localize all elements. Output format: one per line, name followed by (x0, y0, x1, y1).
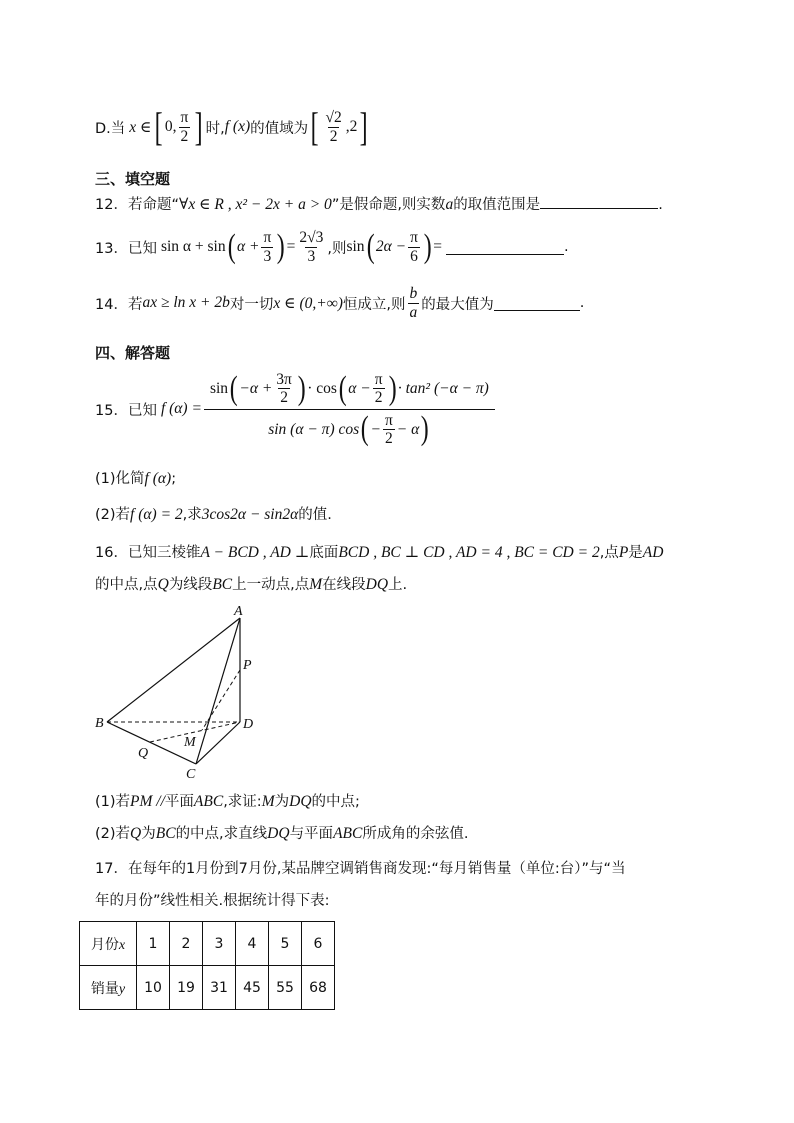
row-header-sales (80, 966, 137, 1010)
q11-bracket2-open: [ (310, 104, 319, 149)
q15-paren-b-close: ) (388, 369, 397, 407)
q16-l2h: DQ (365, 576, 389, 593)
q13-end: . (564, 239, 569, 255)
table-row (80, 922, 335, 966)
q11-bracket-close: ] (194, 104, 203, 149)
q14-domain: x ∈ (0,+∞) (273, 294, 343, 312)
month-cell: 5 (269, 922, 302, 966)
q13 (95, 225, 569, 269)
q15-pi-over-2 (373, 371, 385, 406)
q14-b: b (409, 285, 418, 303)
q13-paren-close: ) (276, 228, 285, 265)
q13-sin: sin (346, 238, 365, 255)
q15-part1-end: ; (171, 471, 177, 487)
q13-pi-b: π (410, 229, 418, 247)
label-m: M (184, 735, 196, 750)
edge-ab (107, 618, 240, 722)
q13-2sqrt3-over-3 (297, 229, 325, 264)
q11-label: D.当 (95, 120, 126, 137)
q16-p1f: M (261, 793, 275, 810)
q17-line1 (95, 857, 626, 878)
month-cell: 3 (203, 922, 236, 966)
q12-text2: ”是假命题,则实数 (331, 197, 446, 213)
q11-fx: f (x) (224, 118, 251, 135)
q14-text3: 恒成立,则 (342, 296, 406, 313)
label-b: B (95, 716, 104, 731)
q13-pi-over-6 (408, 229, 420, 264)
sales-var: y (118, 981, 126, 997)
q15-numerator (206, 371, 493, 408)
q12-answer-blank[interactable] (540, 208, 658, 209)
q13-two-alpha: 2α − (375, 238, 407, 255)
label-c: C (186, 767, 196, 782)
q14-b-over-a (408, 285, 420, 320)
q15-num-arg: −α + (239, 380, 273, 398)
q15-number: 15． (95, 402, 128, 419)
q13-text1: 已知 (127, 240, 157, 257)
q13-three-b: 3 (307, 247, 316, 265)
month-cell: 2 (170, 922, 203, 966)
q15-num-cos: · cos (307, 380, 337, 398)
q13-sin-alpha: sin α + sin (160, 238, 226, 255)
q13-eq2: = (433, 238, 443, 255)
q15-two-b: 2 (374, 389, 383, 407)
q15-part2 (95, 503, 332, 524)
q16-l1h: AD (642, 544, 664, 561)
tetrahedron-figure (90, 600, 270, 785)
q16-l2i: 上. (388, 577, 408, 593)
q15 (95, 366, 495, 452)
q16-p1i: 的中点; (311, 794, 360, 810)
q15-part2-end: 的值. (298, 507, 332, 523)
q15-paren-a-open: ( (229, 369, 238, 407)
q16-part1 (95, 790, 360, 811)
q16-p2f: DQ (267, 825, 290, 842)
q13-pi: π (263, 229, 272, 247)
q15-paren-b-open: ( (338, 369, 347, 407)
label-d: D (243, 717, 254, 732)
q16-p1h: DQ (289, 793, 312, 810)
q16-p2i: 所成角的余弦值. (362, 826, 469, 842)
q16-l2g: 在线段 (322, 577, 366, 593)
q16-l1d: BCD , BC ⊥ CD , AD = 4 , BC = CD = 2 (338, 544, 600, 561)
q11-bracket-open: [ (154, 104, 163, 149)
q15-two: 2 (280, 389, 288, 407)
q15-pi-c: π (384, 411, 393, 429)
q17-number: 17． (95, 861, 128, 877)
month-cell: 6 (302, 922, 335, 966)
q15-paren-a-close: ) (297, 369, 306, 407)
q15-part2-f: f (α) = 2 (130, 506, 183, 523)
q16-l2e: 上一动点,点 (232, 577, 310, 593)
month-cell: 1 (137, 922, 170, 966)
q11-sqrt2-over-2 (323, 109, 343, 144)
label-q: Q (138, 746, 149, 761)
q11-x-in: x ∈ (129, 118, 152, 136)
q13-number: 13． (95, 240, 128, 257)
sales-cell: 19 (170, 966, 203, 1010)
q16-l1c: 底面 (309, 545, 339, 561)
q16-l1e: ,点 (599, 545, 619, 561)
q13-pi-over-3 (261, 229, 273, 264)
label-p: P (243, 658, 252, 673)
q15-text1: 已知 (127, 402, 157, 419)
q13-three: 3 (263, 247, 272, 265)
q17-line1-text: 在每年的1月份到7月份,某品牌空调销售商发现:“每月销售量（单位:台）”与“当 (127, 861, 626, 877)
q14-text4: 的最大值为 (421, 296, 494, 313)
q15-three-pi: 3π (276, 371, 292, 389)
q14-answer-blank[interactable] (494, 310, 580, 311)
q11-two-b: 2 (329, 127, 338, 145)
q16-part2 (95, 822, 468, 843)
row-header-month (80, 922, 137, 966)
q13-eq: = (286, 238, 296, 255)
sales-cell: 31 (203, 966, 236, 1010)
q15-paren-c-close: ) (420, 410, 429, 448)
sales-cell: 55 (269, 966, 302, 1010)
q16-p2c: 为 (141, 826, 156, 842)
q12-end: . (658, 197, 663, 213)
month-var: x (118, 937, 126, 953)
q15-part2-expr: 3cos2α − sin2α (201, 506, 299, 523)
q13-text2: ,则 (327, 240, 347, 257)
q16-l2d: BC (212, 576, 233, 593)
q16-p2g: 与平面 (289, 826, 334, 842)
q16-p2b: Q (130, 825, 142, 842)
q12-proposition: ∀x ∈ R , x² − 2x + a > 0 (178, 196, 332, 213)
q15-den-sin: sin (α − π) cos (268, 420, 360, 438)
q16-p1g: 为 (274, 794, 290, 810)
month-cell: 4 (236, 922, 269, 966)
sales-cell: 45 (236, 966, 269, 1010)
q15-pi: π (374, 371, 383, 389)
q16-p2e: 的中点,求直线 (175, 826, 268, 842)
q14-a: a (409, 303, 418, 321)
q13-paren2-close: ) (423, 228, 432, 265)
sales-cell: 10 (137, 966, 170, 1010)
q12-text1: 若命题“ (127, 197, 179, 213)
q14-number: 14． (95, 296, 128, 313)
q11-end: ,2 (345, 118, 358, 135)
q15-den-arg: − (370, 420, 381, 438)
q11-pi-over-2 (178, 109, 190, 144)
q16-l2c: 为线段 (168, 577, 213, 593)
q15-num-sin: sin (209, 380, 229, 398)
q16-l1g: 是 (628, 545, 643, 561)
q13-six: 6 (410, 247, 418, 265)
q15-part2-label: (2)若 (95, 507, 131, 523)
q15-part1-f: f (α) (144, 470, 172, 487)
q11-mid: 时, (205, 120, 225, 137)
q12 (95, 193, 663, 214)
sales-label: 销量 (90, 980, 119, 997)
q11-bracket2-close: ] (360, 104, 369, 149)
label-a: A (234, 604, 243, 619)
q16-p1e: ,求证: (223, 794, 262, 810)
q15-two-c: 2 (384, 429, 393, 447)
q16-line1 (95, 541, 663, 562)
q12-var-a: a (445, 196, 454, 213)
q13-paren-open: ( (227, 228, 236, 265)
q16-number: 16． (95, 545, 128, 561)
q14-end: . (579, 295, 585, 311)
q16-l1f: P (618, 544, 629, 561)
q11-range-text: 的值域为 (250, 120, 309, 137)
q16-p2h: ABC (333, 825, 363, 842)
q17-line2: 年的月份”线性相关.根据统计得下表: (95, 893, 330, 909)
q14-text2: 对一切 (229, 296, 274, 313)
q16-line2 (95, 573, 407, 594)
q11-two: 2 (180, 127, 189, 145)
sales-cell: 68 (302, 966, 335, 1010)
q11-option-d (95, 106, 371, 148)
q13-alpha-plus: α + (236, 238, 260, 255)
q16-l1b: A − BCD , AD ⊥ (200, 544, 310, 561)
q13-two-sqrt3: 2√3 (299, 229, 324, 247)
q15-paren-c-open: ( (360, 410, 369, 448)
q13-paren2-open: ( (366, 228, 375, 265)
q12-number: 12． (95, 197, 128, 213)
table-row (80, 966, 335, 1010)
q15-3pi-over-2 (274, 371, 294, 406)
q16-p1d: ABC (193, 793, 224, 810)
q16-l2b: Q (157, 576, 169, 593)
q12-text3: 的取值范围是 (453, 197, 541, 213)
q17-data-table (79, 921, 335, 1010)
q16-p2d: BC (155, 825, 176, 842)
q15-den-arg-end: − α (396, 420, 420, 438)
q15-num-tan: · tan² (−α − π) (397, 380, 489, 398)
q16-p2a: (2)若 (95, 826, 131, 842)
q16-l1a: 已知三棱锥 (127, 545, 201, 561)
q14 (95, 282, 584, 324)
q16-p1b: PM // (130, 793, 165, 810)
edge-ac (196, 618, 240, 764)
q11-pi: π (180, 109, 189, 127)
q15-pi-over-2-den (383, 412, 395, 447)
q15-part1 (95, 467, 176, 488)
section-4-title: 四、解答题 (95, 344, 171, 362)
q14-inequality: ax ≥ ln x + 2b (142, 294, 230, 311)
q15-f-alpha: f (α) = (160, 400, 202, 417)
section-3-title: 三、填空题 (95, 170, 171, 188)
q16-p1c: 平面 (164, 794, 194, 810)
q11-interval-left: 0, (164, 118, 177, 135)
q15-main-fraction (206, 371, 493, 446)
edge-bc (107, 722, 196, 764)
q16-l2a: 的中点,点 (95, 577, 158, 593)
q11-sqrt2: √2 (325, 109, 342, 127)
q15-denominator (204, 409, 495, 447)
month-label: 月份 (90, 936, 119, 953)
q15-part1-label: (1)化简 (95, 471, 145, 487)
q15-part2-mid: ,求 (182, 507, 202, 523)
q16-p1a: (1)若 (95, 794, 131, 810)
q13-answer-blank[interactable] (446, 254, 564, 255)
q16-l2f: M (309, 576, 323, 593)
q14-text1: 若 (127, 296, 143, 313)
q15-num-arg2: α − (348, 380, 371, 398)
